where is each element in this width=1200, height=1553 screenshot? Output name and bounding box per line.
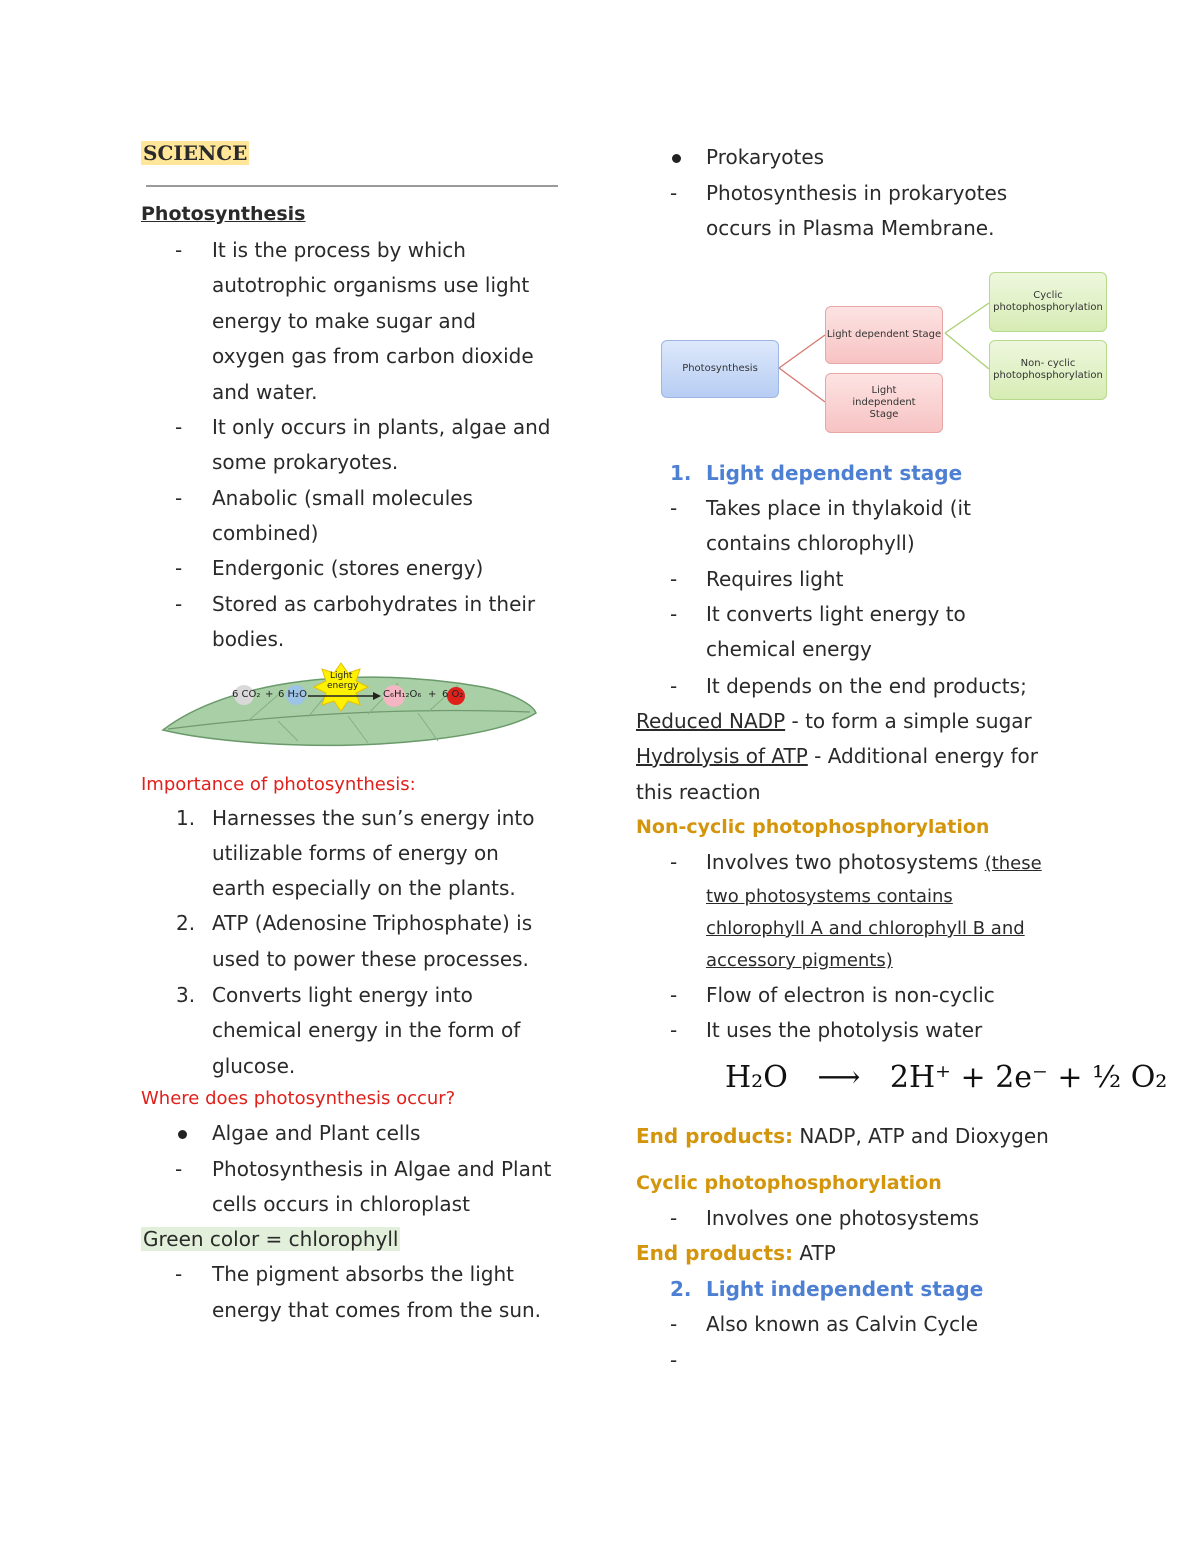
list-dash: -: [175, 486, 183, 510]
importance-number-3: 3.: [176, 983, 196, 1007]
importance-1-line-3: earth especially on the plants.: [212, 876, 516, 900]
equation-lhs: H₂O: [725, 1060, 788, 1095]
definition-line-1: It is the process by which: [212, 238, 466, 262]
stage1-item-4: It depends on the end products;: [706, 674, 1027, 698]
o2-label: 6 O₂: [442, 689, 464, 700]
diagram-node-light-dependent: Light dependent Stage: [825, 306, 943, 364]
list-dash: -: [670, 1206, 678, 1230]
occurs-line-1: It only occurs in plants, algae and: [212, 415, 551, 439]
stage1-item-3-line-1: It converts light energy to: [706, 602, 966, 626]
pigment-line-1: The pigment absorbs the light: [212, 1262, 514, 1286]
reduced-nadp-line: [636, 709, 1032, 733]
noncyclic-title: Non-cyclic photophosphorylation: [636, 816, 990, 838]
algae-line-2: cells occurs in chloroplast: [212, 1192, 470, 1216]
list-dash: -: [175, 415, 183, 439]
occurs-line-2: some prokaryotes.: [212, 450, 399, 474]
prokaryotes-bullet: Prokaryotes: [706, 145, 825, 169]
stage2-number: 2.: [670, 1277, 692, 1301]
definition-line-5: and water.: [212, 380, 318, 404]
stage1-number: 1.: [670, 461, 692, 485]
importance-heading: Importance of photosynthesis:: [141, 774, 416, 795]
definition-line-2: autotrophic organisms use light: [212, 273, 530, 297]
diagram-node-cyclic: Cyclic photophosphorylation: [989, 272, 1107, 332]
end-products-noncyclic-value: NADP, ATP and Dioxygen: [792, 1124, 1049, 1148]
list-dash: -: [670, 496, 678, 520]
equation-arrow: ⟶: [817, 1060, 861, 1095]
stage1-item-1-line-1: Takes place in thylakoid (it: [706, 496, 971, 520]
noncyclic-item-1-note-3: chlorophyll A and chlorophyll B and: [706, 918, 1025, 939]
light-label-1: Light: [330, 671, 353, 681]
hydrolysis-term: Hydrolysis of ATP: [636, 744, 808, 768]
list-dash: -: [670, 674, 678, 698]
list-dash: -: [670, 602, 678, 626]
stage2-item-1: Also known as Calvin Cycle: [706, 1312, 979, 1336]
algae-line-1: Photosynthesis in Algae and Plant: [212, 1157, 552, 1181]
noncyclic-item-2: Flow of electron is non-cyclic: [706, 983, 995, 1007]
leaf-equation-image: [158, 655, 543, 755]
importance-2-line-2: used to power these processes.: [212, 947, 529, 971]
cyclic-item-1: Involves one photosystems: [706, 1206, 980, 1230]
list-dash: -: [175, 1157, 183, 1181]
importance-3-line-1: Converts light energy into: [212, 983, 473, 1007]
h2o-label: 6 H₂O: [278, 689, 307, 700]
anabolic-line-2: combined): [212, 521, 319, 545]
list-dash: -: [175, 556, 183, 580]
stage1-item-2: Requires light: [706, 567, 844, 591]
diagram-node-light-independent: Light independent Stage: [825, 373, 943, 433]
importance-3-line-3: glucose.: [212, 1054, 296, 1078]
hydrolysis-line: [636, 744, 1038, 768]
end-products-noncyclic: [636, 1124, 1049, 1148]
title-divider: [146, 185, 558, 187]
reduced-nadp-desc: - to form a simple sugar: [785, 709, 1032, 733]
importance-number-1: 1.: [176, 806, 196, 830]
noncyclic-item-1-note-2: two photosystems contains: [706, 886, 953, 907]
list-dash: -: [175, 592, 183, 616]
stage1-item-3-line-2: chemical energy: [706, 637, 872, 661]
document-title: SCIENCE: [143, 141, 248, 165]
reduced-nadp-term: Reduced NADP: [636, 709, 786, 733]
definition-line-4: oxygen gas from carbon dioxide: [212, 344, 534, 368]
importance-1-line-2: utilizable forms of energy on: [212, 841, 499, 865]
prokaryotes-line-2: occurs in Plasma Membrane.: [706, 216, 995, 240]
diagram-node-noncyclic: Non- cyclic photophosphorylation: [989, 340, 1107, 400]
prokaryotes-line-1: Photosynthesis in prokaryotes: [706, 181, 1008, 205]
photolysis-equation: [725, 1058, 1167, 1098]
bullet-icon: [672, 154, 681, 163]
stage1-title: Light dependent stage: [706, 461, 963, 485]
plus-2: +: [428, 689, 437, 700]
pigment-line-2: energy that comes from the sun.: [212, 1298, 542, 1322]
photosynthesis-heading: Photosynthesis: [141, 203, 306, 225]
importance-number-2: 2.: [176, 911, 196, 935]
importance-1-line-1: Harnesses the sun’s energy into: [212, 806, 535, 830]
glucose-label: C₆H₁₂O₆: [383, 689, 422, 700]
noncyclic-item-1-plain: Involves two photosystems: [706, 850, 985, 874]
plus-1: +: [265, 689, 274, 700]
endergonic-line: Endergonic (stores energy): [212, 556, 484, 580]
light-label-2: energy: [327, 681, 359, 691]
leaf-illustration: [158, 655, 543, 755]
cyclic-title: Cyclic photophosphorylation: [636, 1172, 942, 1194]
end-products-label: End products:: [636, 1124, 793, 1148]
green-color-line: Green color = chlorophyll: [143, 1227, 399, 1251]
end-products-label: End products:: [636, 1241, 793, 1265]
definition-line-3: energy to make sugar and: [212, 309, 477, 333]
anabolic-line-1: Anabolic (small molecules: [212, 486, 473, 510]
list-dash-empty: -: [670, 1348, 678, 1372]
end-products-cyclic-value: ATP: [792, 1241, 836, 1265]
end-products-cyclic: [636, 1241, 836, 1265]
hydrolysis-line-2: this reaction: [636, 780, 761, 804]
list-dash: -: [175, 1262, 183, 1286]
stored-line-2: bodies.: [212, 627, 285, 651]
bullet-icon: [178, 1130, 187, 1139]
stage1-item-1-line-2: contains chlorophyll): [706, 531, 915, 555]
noncyclic-item-1-note-1: (these: [984, 853, 1042, 874]
algae-bullet: Algae and Plant cells: [212, 1121, 421, 1145]
list-dash: -: [670, 983, 678, 1007]
list-dash: -: [670, 850, 678, 874]
stage2-title: Light independent stage: [706, 1277, 984, 1301]
diagram-node-photosynthesis: Photosynthesis: [661, 340, 779, 398]
co2-label: 6 CO₂: [232, 689, 261, 700]
list-dash: -: [670, 181, 678, 205]
list-dash: -: [670, 1018, 678, 1042]
noncyclic-item-1-note-4: accessory pigments): [706, 950, 893, 971]
stored-line-1: Stored as carbohydrates in their: [212, 592, 536, 616]
where-heading: Where does photosynthesis occur?: [141, 1088, 456, 1109]
noncyclic-item-3: It uses the photolysis water: [706, 1018, 983, 1042]
noncyclic-item-1: [706, 850, 1042, 876]
list-dash: -: [175, 238, 183, 262]
hydrolysis-desc: - Additional energy for: [807, 744, 1039, 768]
importance-3-line-2: chemical energy in the form of: [212, 1018, 521, 1042]
equation-rhs: 2H⁺ + 2e⁻ + ½ O₂: [889, 1060, 1168, 1095]
importance-2-line-1: ATP (Adenosine Triphosphate) is: [212, 911, 533, 935]
stages-diagram: [655, 265, 1115, 440]
list-dash: -: [670, 567, 678, 591]
list-dash: -: [670, 1312, 678, 1336]
